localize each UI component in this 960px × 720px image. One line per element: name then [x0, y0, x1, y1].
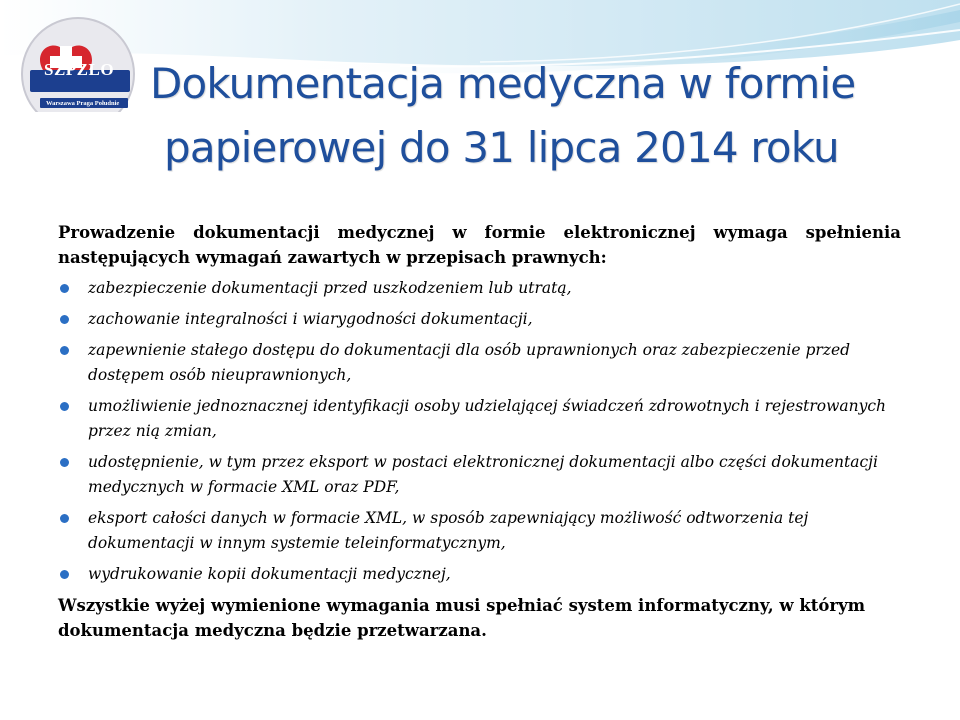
- title-line-1: Dokumentacja medyczna w formie: [150, 59, 856, 108]
- requirements-list: [58, 276, 901, 587]
- list-item: eksport całości danych w formacie XML, w sposób zapewniający możliwość odtworzenia tej dokumentacji w innym systemie teleinformatycznym,: [58, 506, 901, 556]
- bullet-icon: [60, 315, 69, 324]
- list-item: zabezpieczenie dokumentacji przed uszkodzeniem lub utratą,: [58, 276, 901, 301]
- bullet-icon: [60, 346, 69, 355]
- slide-content: [58, 220, 901, 643]
- logo-subtitle: Warszawa Praga Południe: [46, 100, 120, 107]
- szpzlo-logo: [20, 16, 138, 112]
- list-item: udostępnienie, w tym przez eksport w postaci elektronicznej dokumentacji albo części dokumentacji medycznych w formacie XML oraz PDF,: [58, 450, 901, 500]
- bullet-icon: [60, 402, 69, 411]
- title-line-2: papierowej do 31 lipca 2014 roku: [164, 123, 839, 172]
- list-item: zapewnienie stałego dostępu do dokumentacji dla osób uprawnionych oraz zabezpieczenie przed dostępem osób nieuprawnionych,: [58, 338, 901, 388]
- slide-title: [150, 52, 940, 180]
- bullet-icon: [60, 284, 69, 293]
- lead-paragraph: Prowadzenie dokumentacji medycznej w formie elektronicznej wymaga spełnienia następujących wymagań zawartych w przepisach prawnych:: [58, 223, 901, 267]
- list-item: zachowanie integralności i wiarygodności dokumentacji,: [58, 307, 901, 332]
- logo-name: SZPZLO: [44, 60, 115, 79]
- bullet-icon: [60, 570, 69, 579]
- list-item: umożliwienie jednoznacznej identyfikacji osoby udzielającej świadczeń zdrowotnych i rejestrowanych przez nią zmian,: [58, 394, 901, 444]
- bullet-icon: [60, 458, 69, 467]
- closing-paragraph: Wszystkie wyżej wymienione wymagania musi spełniać system informatyczny, w którym dokumentacja medyczna będzie przetwarzana.: [58, 596, 866, 640]
- list-item: wydrukowanie kopii dokumentacji medycznej,: [58, 562, 901, 587]
- bullet-icon: [60, 514, 69, 523]
